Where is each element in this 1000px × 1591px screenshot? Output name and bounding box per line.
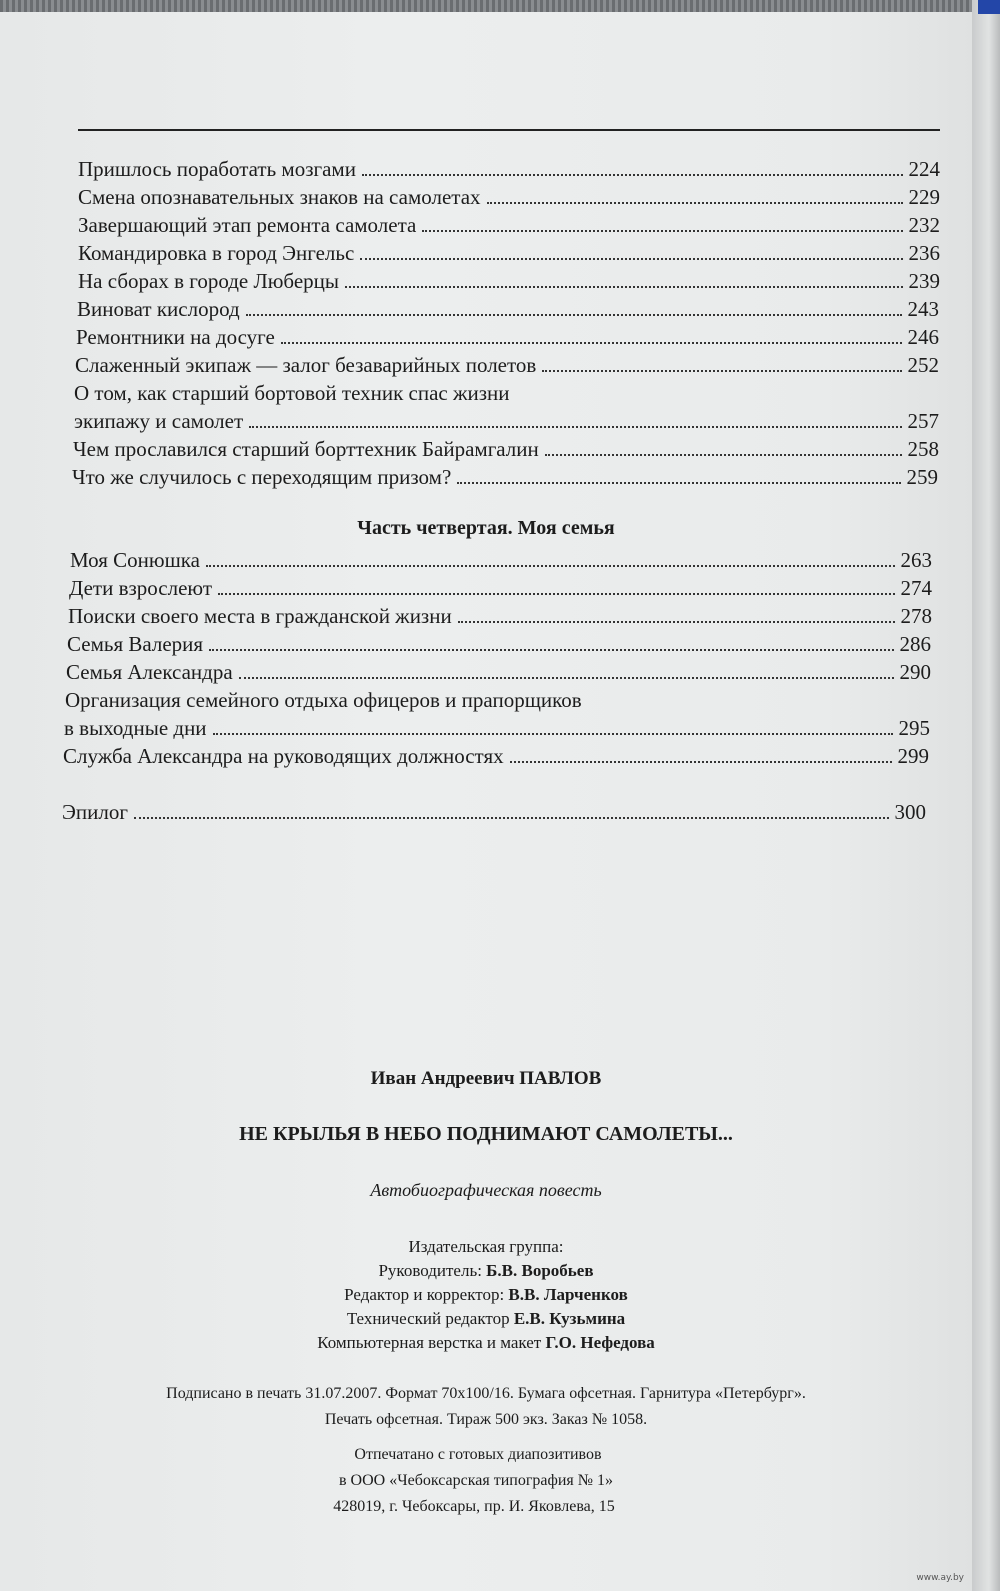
toc-entry-page: 286 bbox=[899, 632, 931, 656]
toc-entry-page: 300 bbox=[894, 800, 926, 824]
toc-entry bbox=[78, 212, 940, 239]
cover-corner bbox=[978, 0, 1000, 14]
toc-entry-page: 236 bbox=[908, 241, 940, 265]
staff-role: Компьютерная верстка и макет bbox=[317, 1333, 542, 1352]
toc-entry bbox=[78, 268, 940, 295]
toc-leader-dots bbox=[206, 564, 895, 567]
toc-entry bbox=[78, 156, 940, 183]
toc-entry-title: Дети взрослеют bbox=[69, 576, 213, 600]
toc-entry bbox=[73, 436, 939, 463]
print-details: Подписано в печать 31.07.2007. Формат 70x100/16. Бумага офсетная. Гарнитура «Петербург». bbox=[166, 1385, 806, 1402]
toc-leader-dots bbox=[218, 592, 894, 595]
toc-entry-page: 295 bbox=[898, 716, 930, 740]
toc-entry bbox=[70, 547, 932, 574]
toc-entry-title: На сборах в городе Люберцы bbox=[78, 269, 339, 293]
toc-entry-page: 229 bbox=[908, 185, 940, 209]
toc-leader-dots bbox=[213, 732, 893, 735]
toc-entry-title: экипажу и самолет bbox=[74, 409, 244, 433]
toc-entry bbox=[77, 296, 939, 323]
staff-line bbox=[0, 1331, 972, 1355]
staff-line bbox=[0, 1307, 972, 1331]
book-title: НЕ КРЫЛЬЯ В НЕБО ПОДНИМАЮТ САМОЛЕТЫ... bbox=[239, 1123, 733, 1145]
toc-entry-title: Смена опознавательных знаков на самолетах bbox=[78, 185, 481, 209]
toc-entry-title: Что же случилось с переходящим призом? bbox=[72, 465, 452, 489]
toc-entry-page: 232 bbox=[908, 213, 940, 237]
toc-entry-title-line1: Организация семейного отдыха офицеров и прапорщиков bbox=[65, 688, 582, 712]
toc-leader-dots bbox=[281, 341, 902, 344]
toc-entry-page: 299 bbox=[897, 744, 929, 768]
toc-entry-page: 257 bbox=[907, 409, 939, 433]
part-heading: Часть четвертая. Моя семья bbox=[357, 517, 615, 539]
toc-entry-page: 243 bbox=[907, 297, 939, 321]
toc-leader-dots bbox=[542, 369, 901, 372]
staff-role: Редактор и корректор: bbox=[344, 1285, 505, 1304]
toc-entry-page: 239 bbox=[908, 269, 940, 293]
toc-entry bbox=[67, 631, 931, 658]
toc-entry-page: 259 bbox=[906, 465, 938, 489]
staff-line bbox=[0, 1259, 972, 1283]
staff-role: Руководитель: bbox=[378, 1261, 482, 1280]
printer-info: 428019, г. Чебоксары, пр. И. Яковлева, 15 bbox=[333, 1498, 615, 1515]
toc-entry bbox=[74, 408, 939, 435]
author-name: Иван Андреевич ПАВЛОВ bbox=[370, 1068, 602, 1089]
toc-entry-page: 278 bbox=[900, 604, 932, 628]
toc-entry-title: Семья Александра bbox=[66, 660, 233, 684]
toc-entry-title: Ремонтники на досуге bbox=[76, 325, 275, 349]
toc-entry-page: 224 bbox=[908, 157, 940, 181]
toc-entry-page: 274 bbox=[900, 576, 932, 600]
print-details: Печать офсетная. Тираж 500 экз. Заказ № 1058. bbox=[324, 1411, 648, 1428]
toc-entry-title: Виноват кислород bbox=[77, 297, 240, 321]
toc-entry-page: 246 bbox=[907, 325, 939, 349]
toc-leader-dots bbox=[249, 425, 901, 428]
staff-name: Б.В. Воробьев bbox=[486, 1261, 594, 1280]
toc-entry-title: Пришлось поработать мозгами bbox=[78, 157, 356, 181]
toc-entry bbox=[78, 240, 940, 267]
toc-entry bbox=[78, 184, 940, 211]
printer-info: Отпечатано с готовых диапозитивов bbox=[354, 1446, 602, 1463]
top-page-edge bbox=[0, 0, 1000, 12]
toc-leader-dots bbox=[362, 173, 903, 176]
toc-leader-dots bbox=[134, 816, 889, 819]
toc-leader-dots bbox=[422, 229, 902, 232]
toc-entry-title: Чем прославился старший борттехник Байрамгалин bbox=[73, 437, 539, 461]
toc-entry-title: Слаженный экипаж — залог безаварийных полетов bbox=[75, 353, 537, 377]
toc-leader-dots bbox=[209, 648, 893, 651]
toc-entry-page: 258 bbox=[907, 437, 939, 461]
toc-leader-dots bbox=[345, 285, 903, 288]
staff-name: Е.В. Кузьмина bbox=[513, 1309, 626, 1328]
toc-entry-title: Командировка в город Энгельс bbox=[78, 241, 355, 265]
toc-entry-page: 263 bbox=[900, 548, 932, 572]
printer-info: в ООО «Чебоксарская типография № 1» bbox=[338, 1472, 614, 1489]
toc-leader-dots bbox=[457, 481, 900, 484]
toc-entry-title: Моя Сонюшка bbox=[70, 548, 200, 572]
toc-entry-page: 252 bbox=[907, 353, 939, 377]
toc-leader-dots bbox=[510, 760, 892, 763]
toc-entry-epilogue bbox=[62, 799, 926, 826]
toc-entry bbox=[66, 659, 931, 686]
toc-entry bbox=[64, 715, 930, 742]
toc-entry bbox=[76, 324, 939, 351]
toc-entry-title: Служба Александра на руководящих должностях bbox=[63, 744, 504, 768]
book-subtitle: Автобиографическая повесть bbox=[370, 1180, 602, 1200]
toc-entry bbox=[72, 464, 938, 491]
toc-leader-dots bbox=[458, 620, 895, 623]
header-rule bbox=[78, 129, 940, 131]
toc-leader-dots bbox=[487, 201, 903, 204]
toc-entry bbox=[68, 603, 932, 630]
toc-entry-title: Завершающий этап ремонта самолета bbox=[78, 213, 417, 237]
toc-entry-title: Семья Валерия bbox=[67, 632, 204, 656]
toc-entry bbox=[75, 352, 939, 379]
toc-entry bbox=[63, 743, 929, 770]
toc-leader-dots bbox=[239, 676, 894, 679]
staff-role: Технический редактор bbox=[346, 1309, 510, 1328]
toc-leader-dots bbox=[545, 453, 902, 456]
staff-name: Г.О. Нефедова bbox=[545, 1333, 655, 1352]
site-watermark: www.ay.by bbox=[916, 1573, 964, 1583]
staff-name: В.В. Ларченков bbox=[508, 1285, 628, 1304]
toc-entry-title: Поиски своего места в гражданской жизни bbox=[68, 604, 452, 628]
staff-line bbox=[0, 1283, 972, 1307]
toc-entry-page: 290 bbox=[899, 660, 931, 684]
toc-entry-title: Эпилог bbox=[62, 800, 128, 824]
toc-leader-dots bbox=[246, 313, 902, 316]
book-spine-edge bbox=[972, 0, 1000, 1591]
toc-leader-dots bbox=[360, 257, 902, 260]
toc-entry-title: в выходные дни bbox=[64, 716, 207, 740]
publishing-group-label: Издательская группа: bbox=[408, 1237, 564, 1256]
toc-entry-title-line1: О том, как старший бортовой техник спас жизни bbox=[74, 381, 510, 405]
toc-entry bbox=[69, 575, 932, 602]
